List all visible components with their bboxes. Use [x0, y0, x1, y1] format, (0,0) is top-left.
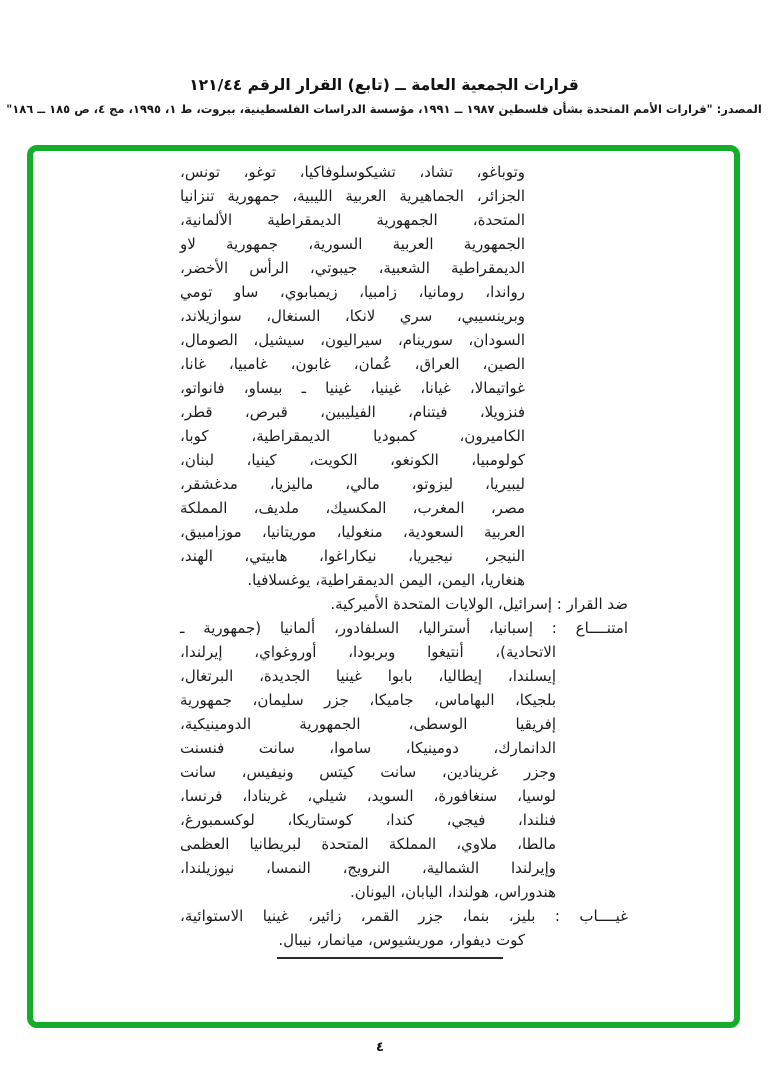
in-favor-line: المتحدة، الجمهورية الديمقراطية الألمانية، — [180, 211, 525, 229]
abstain-line: فنلندا، فيجي، كندا، كوستاريكا، لوكسمبورغ، — [180, 811, 556, 829]
abstain-line: الدانمارك، دومينيكا، ساموا، سانت فنسنت — [180, 739, 556, 757]
end-divider-rule — [277, 957, 503, 959]
in-favor-line: رواندا، رومانيا، زامبيا، زيمبابوي، ساو تومي — [180, 283, 525, 301]
in-favor-line: الكاميرون، كمبوديا الديمقراطية، كوبا، — [180, 427, 525, 445]
in-favor-line: الصين، العراق، عُمان، غابون، غامبيا، غانا، — [180, 355, 525, 373]
in-favor-line: السودان، سورينام، سيراليون، سيشيل، الصومال، — [180, 331, 525, 349]
source-citation-line: المصدر: "قرارات الأمم المتحدة بشأن فلسطين ١٩٨٧ ــ ١٩٩١، مؤسسة الدراسات الفلسطينية، بيروت، ط ١، ١٩٩٥، مج ٤، ص ١٨٥ ــ ١٨٦" — [6, 102, 762, 116]
abstain-line: وجزر غرينادين، سانت كيتس ونيفيس، سانت — [180, 763, 556, 781]
in-favor-line: ليبيريا، ليزوتو، مالي، ماليزيا، مدغشقر، — [180, 475, 525, 493]
in-favor-line: الديمقراطية الشعبية، جيبوتي، الرأس الأخضر، — [180, 259, 525, 277]
absent-line: كوت ديفوار، موريشيوس، ميانمار، نيبال. — [278, 931, 525, 949]
in-favor-line: الجزائر، الجماهيرية العربية الليبية، جمهورية تنزانيا — [180, 187, 525, 205]
abstain-line: مالطا، ملاوي، المملكة المتحدة لبريطانيا العظمى — [180, 835, 556, 853]
against-line: ضد القرار : إسرائيل، الولايات المتحدة الأميركية. — [330, 595, 628, 613]
abstain-line: إيسلندا، إيطاليا، بابوا غينيا الجديدة، البرتغال، — [180, 667, 556, 685]
abstain-line: هندوراس، هولندا، اليابان، اليونان. — [349, 883, 556, 901]
in-favor-line: وبرينسيبي، سري لانكا، السنغال، سوازيلاند، — [180, 307, 525, 325]
abstain-line: إفريقيا الوسطى، الجمهورية الدومينيكية، — [180, 715, 556, 733]
in-favor-line: الجمهورية العربية السورية، جمهورية لاو — [180, 235, 525, 253]
in-favor-line: النيجر، نيجيريا، نيكاراغوا، هابيتي، الهند، — [180, 547, 525, 565]
in-favor-line: فنزويلا، فيتنام، الفيليبين، قبرص، قطر، — [180, 403, 525, 421]
in-favor-line: وتوباغو، تشاد، تشيكوسلوفاكيا، توغو، تونس، — [180, 163, 525, 181]
absent-line: غيــــاب : بليز، بنما، جزر القمر، زائير، غينيا الاستوائية، — [180, 907, 628, 925]
in-favor-line: كولومبيا، الكونغو، الكويت، كينيا، لبنان، — [180, 451, 525, 469]
abstain-line: الاتحادية)، أنتيغوا وبربودا، أوروغواي، إيرلندا، — [180, 643, 556, 661]
page-title: قرارات الجمعية العامة ــ (تابع) القرار الرقم ١٢١/٤٤ — [189, 76, 579, 94]
abstain-line: بلجيكا، البهاماس، جاميكا، جزر سليمان، جمهورية — [180, 691, 556, 709]
in-favor-line: غواتيمالا، غيانا، غينيا، غينيا ـ بيساو، فانواتو، — [180, 379, 525, 397]
in-favor-line: هنغاريا، اليمن، اليمن الديمقراطية، يوغسلافيا. — [247, 571, 525, 589]
vote-record-text — [180, 160, 628, 952]
abstain-line: لوسيا، سنغافورة، السويد، شيلي، غرينادا، فرنسا، — [180, 787, 556, 805]
in-favor-line: مصر، المغرب، المكسيك، ملديف، المملكة — [180, 499, 525, 517]
abstain-line: وإيرلندا الشمالية، النرويج، النمسا، نيوزيلندا، — [180, 859, 556, 877]
abstain-line: امتنــــاع : إسبانيا، أستراليا، السلفادور، ألمانيا (جمهورية ـ — [180, 619, 628, 637]
in-favor-line: العربية السعودية، منغوليا، موريتانيا، موزامبيق، — [180, 523, 525, 541]
page-number: ٤ — [376, 1040, 384, 1055]
